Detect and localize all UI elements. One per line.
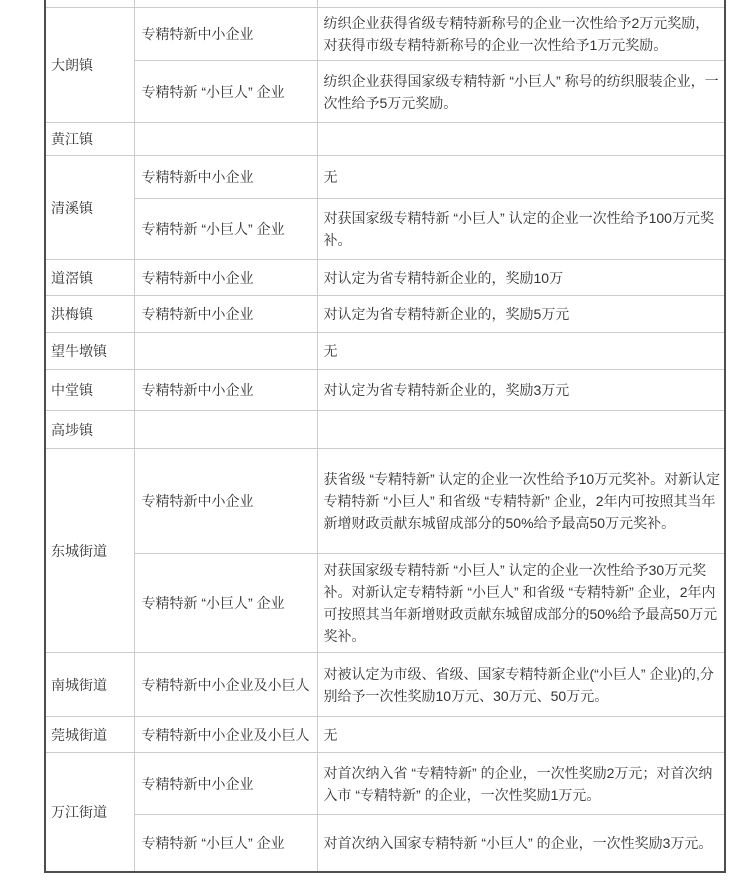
table-row <box>45 8 725 61</box>
policy-cell: 对获国家级专精特新 “小巨人” 认定的企业一次性给予30万元奖补。对新认定专精特新 “小巨人” 和省级 “专精特新” 企业，2年内可按照其当年新增财政贡献东城留成部分的50%给予最高50万元奖补。 <box>317 554 725 653</box>
policy-cell: 对首次纳入省 “专精特新” 的企业，一次性奖励2万元；对首次纳入市 “专精特新” 的企业，一次性奖励1万元。 <box>317 753 725 815</box>
policy-cell: 对获国家级专精特新 “小巨人” 认定的企业一次性给予100万元奖补。 <box>317 199 725 260</box>
category-cell: 专精特新中小企业 <box>134 449 317 554</box>
category-cell: 专精特新 “小巨人” 企业 <box>134 554 317 653</box>
category-cell: 专精特新中小企业 <box>134 260 317 296</box>
category-cell <box>134 411 317 449</box>
town-cell: 洪梅镇 <box>45 296 134 333</box>
category-cell: 专精特新 “小巨人” 企业 <box>134 815 317 872</box>
town-cell: 清溪镇 <box>45 156 134 260</box>
partial-cell <box>317 0 725 8</box>
table-row <box>45 370 725 411</box>
policy-cell: 对认定为省专精特新企业的，奖励10万 <box>317 260 725 296</box>
policy-cell <box>317 411 725 449</box>
policy-cell: 对首次纳入国家专精特新 “小巨人” 的企业，一次性奖励3万元。 <box>317 815 725 872</box>
policy-cell: 无 <box>317 333 725 370</box>
table-row <box>45 61 725 123</box>
category-cell: 专精特新中小企业及小巨人 <box>134 717 317 753</box>
policy-cell: 对认定为省专精特新企业的，奖励5万元 <box>317 296 725 333</box>
table-row <box>45 815 725 872</box>
partial-cell <box>134 0 317 8</box>
partial-top-row <box>45 0 725 8</box>
category-cell: 专精特新 “小巨人” 企业 <box>134 61 317 123</box>
policy-table <box>44 0 726 873</box>
policy-cell: 纺织企业获得国家级专精特新 “小巨人” 称号的纺织服装企业，一次性给予5万元奖励。 <box>317 61 725 123</box>
table-row <box>45 333 725 370</box>
table-row <box>45 449 725 554</box>
town-cell: 万江街道 <box>45 753 134 872</box>
category-cell: 专精特新中小企业 <box>134 753 317 815</box>
policy-cell: 纺织企业获得省级专精特新称号的企业一次性给予2万元奖励，对获得市级专精特新称号的企业一次性给予1万元奖励。 <box>317 8 725 61</box>
policy-cell <box>317 123 725 156</box>
policy-cell: 获省级 “专精特新” 认定的企业一次性给予10万元奖补。对新认定专精特新 “小巨人” 和省级 “专精特新” 企业，2年内可按照其当年新增财政贡献东城留成部分的50%给予最高50万元奖补。 <box>317 449 725 554</box>
category-cell: 专精特新 “小巨人” 企业 <box>134 199 317 260</box>
town-cell: 道滘镇 <box>45 260 134 296</box>
category-cell: 专精特新中小企业及小巨人 <box>134 653 317 717</box>
table-row <box>45 199 725 260</box>
town-cell: 大朗镇 <box>45 8 134 123</box>
policy-cell: 对被认定为市级、省级、国家专精特新企业(“小巨人” 企业)的,分别给予一次性奖励10万元、30万元、50万元。 <box>317 653 725 717</box>
town-cell: 中堂镇 <box>45 370 134 411</box>
town-cell: 莞城街道 <box>45 717 134 753</box>
policy-cell: 对认定为省专精特新企业的，奖励3万元 <box>317 370 725 411</box>
town-cell: 高埗镇 <box>45 411 134 449</box>
table-row <box>45 156 725 199</box>
category-cell: 专精特新中小企业 <box>134 8 317 61</box>
partial-cell <box>45 0 134 8</box>
category-cell: 专精特新中小企业 <box>134 156 317 199</box>
table-row <box>45 653 725 717</box>
town-cell: 黄江镇 <box>45 123 134 156</box>
table-row <box>45 123 725 156</box>
table-row <box>45 554 725 653</box>
town-cell: 望牛墩镇 <box>45 333 134 370</box>
table-row <box>45 717 725 753</box>
table-row <box>45 296 725 333</box>
category-cell <box>134 333 317 370</box>
policy-cell: 无 <box>317 156 725 199</box>
table-row <box>45 411 725 449</box>
policy-cell: 无 <box>317 717 725 753</box>
town-cell: 南城街道 <box>45 653 134 717</box>
table-row <box>45 753 725 815</box>
category-cell: 专精特新中小企业 <box>134 370 317 411</box>
town-cell: 东城街道 <box>45 449 134 653</box>
table-body <box>45 0 725 872</box>
category-cell: 专精特新中小企业 <box>134 296 317 333</box>
table-row <box>45 260 725 296</box>
category-cell <box>134 123 317 156</box>
